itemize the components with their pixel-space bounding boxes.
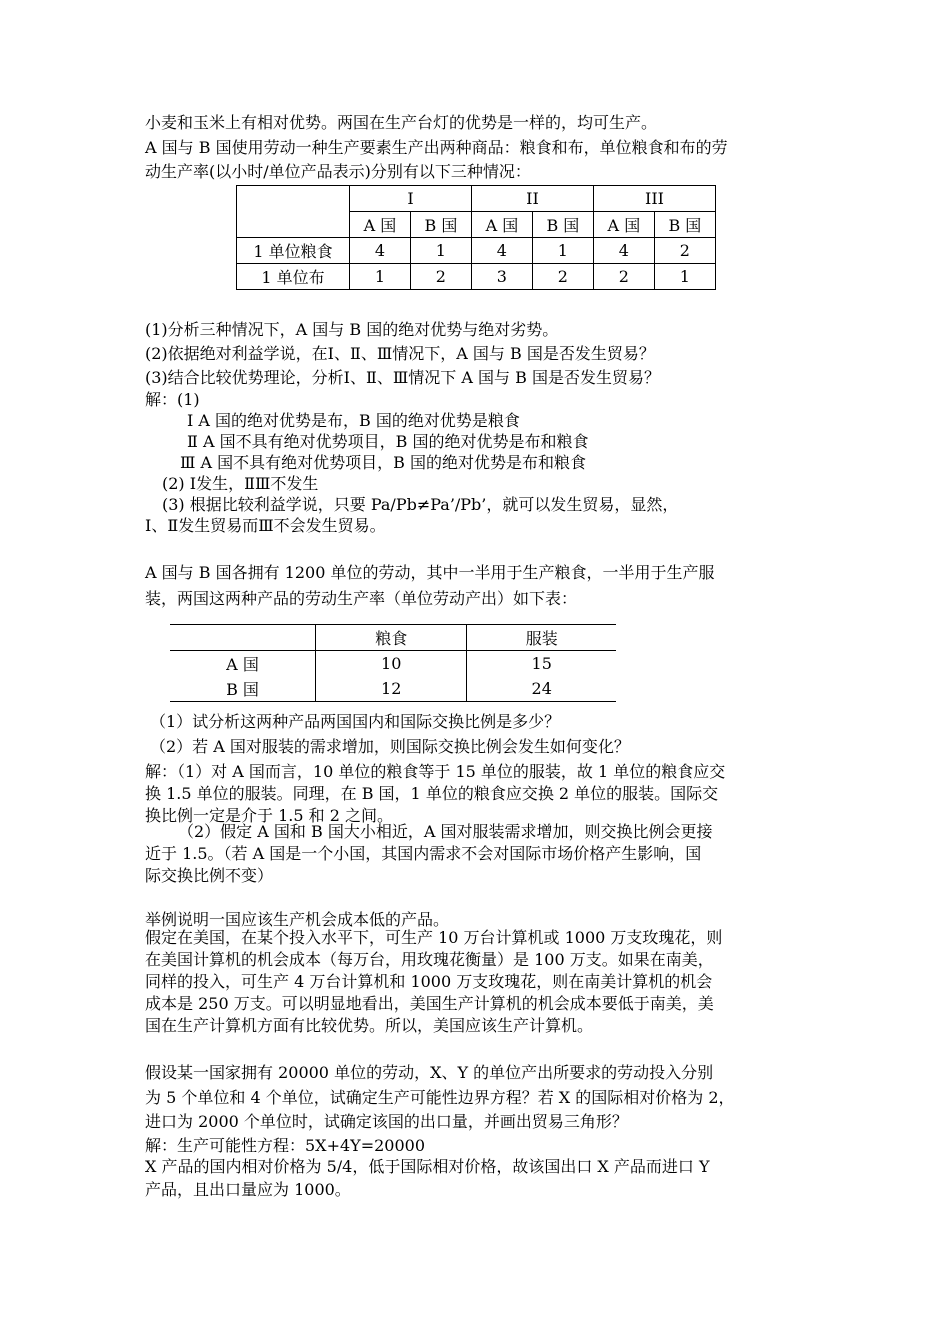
answer-line: 解：生产可能性方程：5X+4Y=20000 bbox=[145, 1136, 426, 1155]
row-label: B 国 bbox=[170, 676, 316, 702]
text-line: 举例说明一国应该生产机会成本低的产品。 bbox=[145, 910, 450, 929]
question-1: （1）试分析这两种产品两国国内和国际交换比例是多少？ bbox=[150, 712, 561, 731]
question-1: (1)分析三种情况下，A 国与 B 国的绝对优势与绝对劣势。 bbox=[145, 320, 559, 339]
country-header: B 国 bbox=[410, 212, 471, 238]
table-cell: 12 bbox=[316, 676, 467, 702]
table-corner-cell bbox=[170, 625, 316, 651]
case-header: III bbox=[593, 186, 715, 212]
text-line: 小麦和玉米上有相对优势。两国在生产台灯的优势是一样的，均可生产。 bbox=[145, 113, 658, 132]
answer-line: Ⅰ、Ⅱ发生贸易而Ⅲ不会发生贸易。 bbox=[145, 516, 386, 535]
text-line: A 国与 B 国各拥有 1200 单位的劳动，其中一半用于生产粮食，一半用于生产服 bbox=[145, 563, 715, 582]
table-corner-cell bbox=[237, 186, 350, 238]
text-line: 假设某一国家拥有 20000 单位的劳动，X、Y 的单位产出所要求的劳动投入分别 bbox=[145, 1063, 714, 1082]
table-cell: 1 bbox=[350, 264, 411, 290]
table-cell: 24 bbox=[467, 676, 616, 702]
question-2: （2）若 A 国对服装的需求增加，则国际交换比例会发生如何变化？ bbox=[150, 737, 630, 756]
table-cell: 3 bbox=[471, 264, 532, 290]
country-header: A 国 bbox=[471, 212, 532, 238]
text-line: 装，两国这两种产品的劳动生产率（单位劳动产出）如下表： bbox=[145, 589, 578, 608]
productivity-table-1 bbox=[236, 185, 716, 290]
table-cell: 4 bbox=[350, 238, 411, 264]
text-line: 为 5 个单位和 4 个单位，试确定生产可能性边界方程？若 X 的国际相对价格为 2， bbox=[145, 1088, 735, 1107]
answer-heading: 解：(1) bbox=[145, 390, 200, 409]
text-line: 进口为 2000 个单位时，试确定该国的出口量，并画出贸易三角形？ bbox=[145, 1112, 628, 1131]
table-row bbox=[170, 676, 616, 702]
table-cell: 4 bbox=[471, 238, 532, 264]
table-cell: 4 bbox=[593, 238, 654, 264]
column-header: 服装 bbox=[467, 625, 616, 651]
answer-line: X 产品的国内相对价格为 5/4，低于国际相对价格，故该国出口 X 产品而进口 Y bbox=[145, 1157, 710, 1176]
table-row bbox=[237, 238, 716, 264]
table-cell: 2 bbox=[654, 238, 715, 264]
row-label: 1 单位布 bbox=[237, 264, 350, 290]
text-line: 在美国计算机的机会成本（每万台，用玫瑰花衡量）是 100 万支。如果在南美， bbox=[145, 950, 714, 969]
answer-line: 际交换比例不变） bbox=[145, 866, 274, 885]
table-cell: 10 bbox=[316, 651, 467, 677]
table-cell: 1 bbox=[654, 264, 715, 290]
text-line: 动生产率(以小时/单位产品表示)分别有以下三种情况： bbox=[145, 162, 531, 181]
country-header: B 国 bbox=[654, 212, 715, 238]
text-line: 成本是 250 万支。可以明显地看出，美国生产计算机的机会成本要低于南美，美 bbox=[145, 994, 714, 1013]
table-cell: 1 bbox=[410, 238, 471, 264]
answer-line: (2) Ⅰ发生，ⅡⅢ不发生 bbox=[162, 474, 319, 493]
answer-line: （2）假定 A 国和 B 国大小相近，A 国对服装需求增加，则交换比例会更接 bbox=[178, 822, 713, 841]
question-3: (3)结合比较优势理论，分析Ⅰ、Ⅱ、Ⅲ情况下 A 国与 B 国是否发生贸易？ bbox=[145, 368, 660, 387]
answer-line: 换 1.5 单位的服装。同理，在 B 国，1 单位的粮食应交换 2 单位的服装。国际交 bbox=[145, 784, 719, 803]
table-cell: 2 bbox=[532, 264, 593, 290]
case-header: I bbox=[350, 186, 472, 212]
text-line: 假定在美国，在某个投入水平下，可生产 10 万台计算机或 1000 万支玫瑰花，则 bbox=[145, 928, 723, 947]
column-header: 粮食 bbox=[316, 625, 467, 651]
answer-line: 解：（1）对 A 国而言，10 单位的粮食等于 15 单位的服装，故 1 单位的粮食应交 bbox=[145, 762, 726, 781]
row-label: A 国 bbox=[226, 655, 259, 674]
answer-line: (3) 根据比较利益学说，只要 Pa/Pb≠Pa’/Pb’，就可以发生贸易，显然， bbox=[162, 495, 679, 514]
text-line: A 国与 B 国使用劳动一种生产要素生产出两种商品：粮食和布，单位粮食和布的劳 bbox=[145, 138, 728, 157]
answer-line: Ⅲ A 国不具有绝对优势项目，B 国的绝对优势是布和粮食 bbox=[180, 453, 587, 472]
answer-line: 近于 1.5。（若 A 国是一个小国，其国内需求不会对国际市场价格产生影响，国 bbox=[145, 844, 702, 863]
table-cell: 1 bbox=[532, 238, 593, 264]
table-row bbox=[170, 651, 616, 677]
answer-line: Ⅱ A 国不具有绝对优势项目，B 国的绝对优势是布和粮食 bbox=[187, 432, 589, 451]
country-header: B 国 bbox=[532, 212, 593, 238]
table-cell: 2 bbox=[593, 264, 654, 290]
answer-line: 换比例一定是介于 1.5 和 2 之间。 bbox=[145, 806, 393, 825]
productivity-table-2 bbox=[170, 624, 616, 702]
case-header: II bbox=[471, 186, 593, 212]
table-row bbox=[237, 264, 716, 290]
country-header: A 国 bbox=[593, 212, 654, 238]
text-line: 国在生产计算机方面有比较优势。所以，美国应该生产计算机。 bbox=[145, 1016, 594, 1035]
row-label: 1 单位粮食 bbox=[237, 238, 350, 264]
table-cell: 2 bbox=[410, 264, 471, 290]
text-line: 同样的投入，可生产 4 万台计算机和 1000 万支玫瑰花，则在南美计算机的机会 bbox=[145, 972, 713, 991]
answer-line: 产品，且出口量应为 1000。 bbox=[145, 1180, 351, 1199]
table-cell: 15 bbox=[467, 651, 616, 677]
question-2: (2)依据绝对利益学说，在Ⅰ、Ⅱ、Ⅲ情况下，A 国与 B 国是否发生贸易？ bbox=[145, 344, 655, 363]
answer-line: Ⅰ A 国的绝对优势是布，B 国的绝对优势是粮食 bbox=[187, 411, 520, 430]
country-header: A 国 bbox=[350, 212, 411, 238]
